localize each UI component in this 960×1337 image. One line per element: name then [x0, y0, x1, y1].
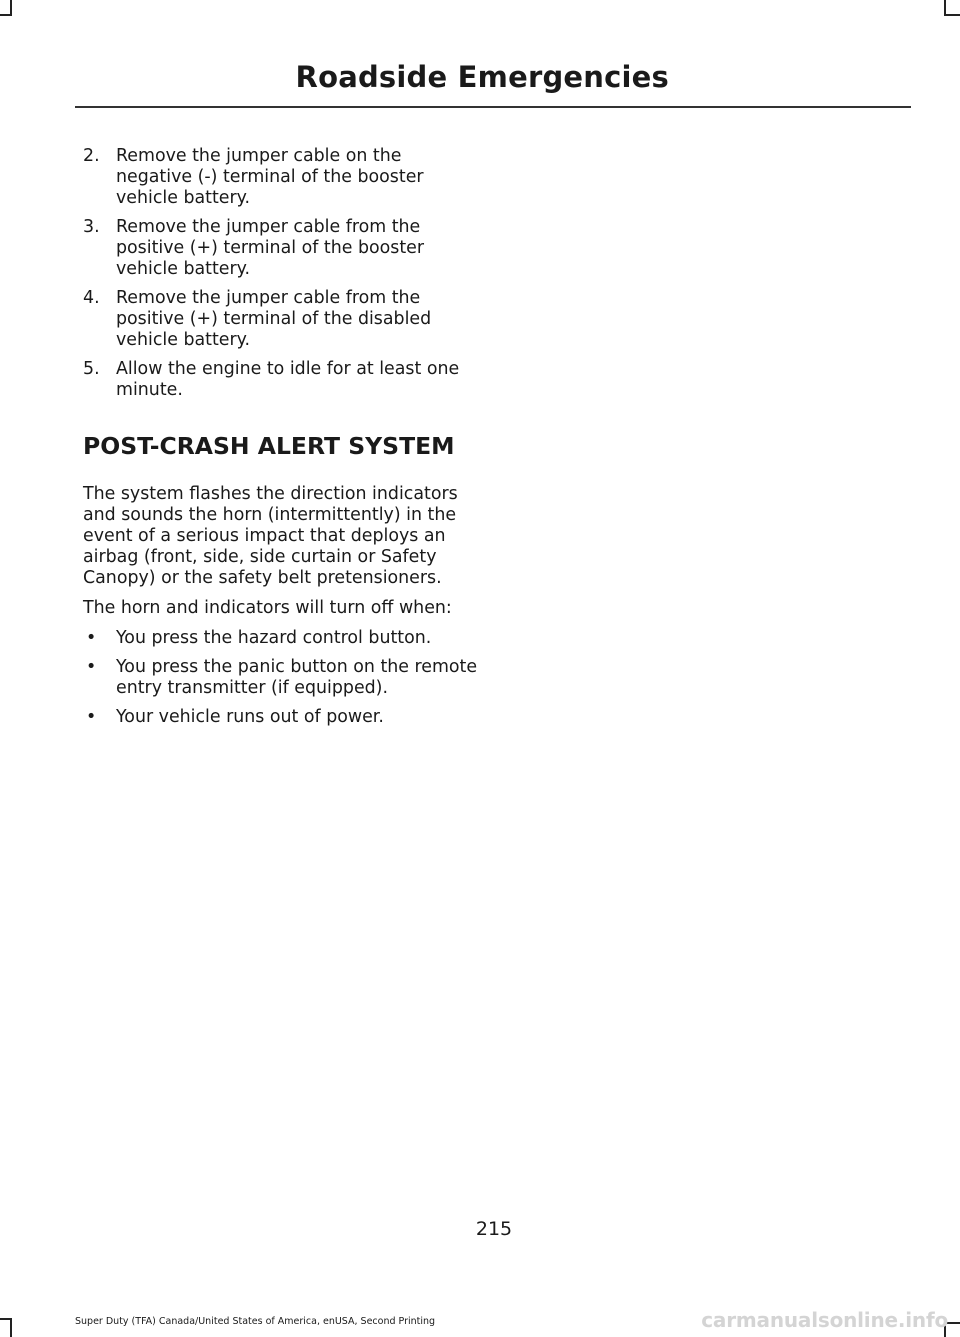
step-text: Remove the jumper cable on the negative (-) terminal of the booster vehicle battery.	[116, 146, 424, 208]
step-number: 2.	[83, 146, 100, 166]
bullet-text: Your vehicle runs out of power.	[116, 707, 384, 727]
bullet-icon: •	[86, 707, 97, 727]
crop-mark-bottom-left-horizontal	[0, 1318, 12, 1320]
page-number: 215	[475, 1218, 513, 1240]
crop-mark-top-right-horizontal	[944, 14, 960, 16]
bullet-text: You press the panic button on the remote entry transmitter (if equipped).	[116, 657, 478, 698]
step-text: Allow the engine to idle for at least one minute.	[116, 359, 460, 400]
step-number: 3.	[83, 217, 100, 237]
bullet-icon: •	[86, 628, 97, 648]
step-number: 4.	[83, 288, 100, 308]
bullet-item	[83, 657, 478, 699]
content-column	[83, 146, 478, 736]
bullet-item	[83, 707, 478, 728]
bullet-text: You press the hazard control button.	[116, 628, 432, 648]
header-rule	[75, 106, 911, 108]
crop-mark-bottom-left	[10, 1318, 12, 1337]
step-text: Remove the jumper cable from the positive (+) terminal of the disabled vehicle battery.	[116, 288, 432, 350]
bullet-icon: •	[86, 657, 97, 677]
post-crash-description: The system flashes the direction indicators and sounds the horn (intermittently) in the event of a serious impact that deploys an airbag (front, side, side curtain or Safety Canopy) or the safety belt pretensioners.	[83, 484, 458, 588]
step-item	[83, 217, 478, 280]
post-crash-turn-off-intro: The horn and indicators will turn off when:	[83, 598, 452, 618]
post-crash-heading: POST-CRASH ALERT SYSTEM	[83, 432, 455, 460]
step-item	[83, 288, 478, 351]
step-item	[83, 146, 478, 209]
edition-footer: Super Duty (TFA) Canada/United States of America, enUSA, Second Printing	[75, 1316, 436, 1327]
step-text: Remove the jumper cable from the positive (+) terminal of the booster vehicle battery.	[116, 217, 424, 279]
section-title: Roadside Emergencies	[295, 60, 669, 94]
crop-mark-top-left-horizontal	[0, 14, 12, 16]
step-number: 5.	[83, 359, 100, 379]
bullet-item	[83, 628, 478, 649]
watermark-logo: carmanualsonline.info	[701, 1308, 948, 1332]
step-item	[83, 359, 478, 401]
